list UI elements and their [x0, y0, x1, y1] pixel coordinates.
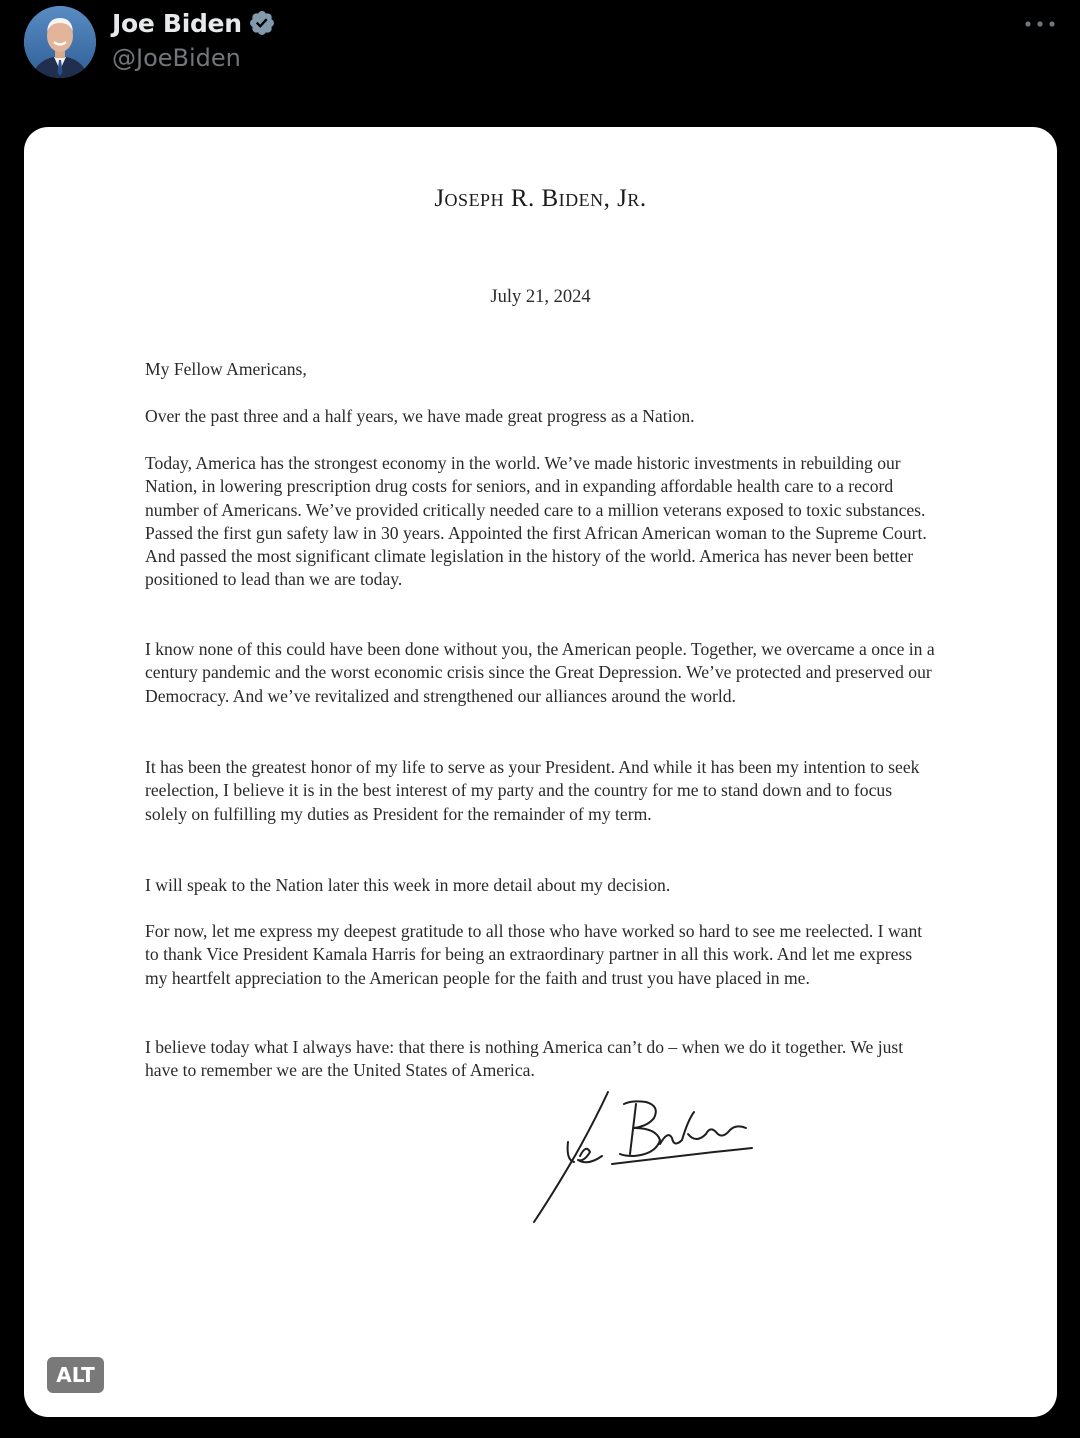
signature — [484, 1082, 764, 1227]
letter-paragraph: I know none of this could have been done without you, the American people. Together, we overcame a once in a century pandemic and the worst economic crisis since the Great Depression. We’ve protected and preserved our Democracy. And we’ve revitalized and strengthened our alliances around the world. — [145, 639, 935, 706]
letter-date: July 21, 2024 — [490, 287, 591, 307]
author-handle[interactable]: @JoeBiden — [112, 44, 241, 72]
avatar[interactable] — [24, 6, 96, 78]
letter-paragraph: For now, let me express my deepest gratitude to all those who have worked so hard to see me reelected. I want to thank Vice President Kamala Harris for being an extraordinary partner in all this work. And let me express my heartfelt appreciation to the American people for the faith and trust you have placed in me. — [145, 921, 923, 988]
letter-salutation: My Fellow Americans, — [145, 359, 307, 379]
letter-paragraph: Today, America has the strongest economy in the world. We’ve made historic investments in rebuilding our Nation, in lowering prescription drug costs for seniors, and in expanding affordable health care to a record number of Americans. We’ve provided critically needed care to a million veterans exposed to toxic substances. Passed the first gun safety law in 30 years. Appointed the first African American woman to the Supreme Court. And passed the most significant climate legislation in the history of the world. America has never been better positioned to lead than we are today. — [145, 453, 927, 590]
alt-text-button[interactable]: ALT — [47, 1357, 104, 1393]
tweet-media-image[interactable] — [24, 127, 1057, 1417]
verified-badge-icon — [248, 9, 276, 37]
letter-document — [24, 127, 1057, 1417]
letter-paragraph: Over the past three and a half years, we have made great progress as a Nation. — [145, 406, 695, 426]
letterhead: Joseph R. Biden, Jr. — [434, 185, 647, 212]
letter-paragraph: I will speak to the Nation later this week in more detail about my decision. — [145, 875, 671, 895]
display-name[interactable]: Joe Biden — [112, 8, 242, 38]
letter-paragraph: I believe today what I always have: that there is nothing America can’t do – when we do it together. We just have to remember we are the United States of America. — [145, 1037, 904, 1081]
more-dots-icon — [1023, 19, 1057, 29]
letter-paragraph: It has been the greatest honor of my life to serve as your President. And while it has been my intention to seek reelection, I believe it is in the best interest of my party and the country for me to stand down and to focus solely on fulfilling my duties as President for the remainder of my term. — [145, 757, 920, 824]
author-name-row[interactable] — [112, 6, 276, 40]
avatar-image — [24, 6, 96, 78]
more-options-button[interactable] — [1016, 8, 1064, 40]
